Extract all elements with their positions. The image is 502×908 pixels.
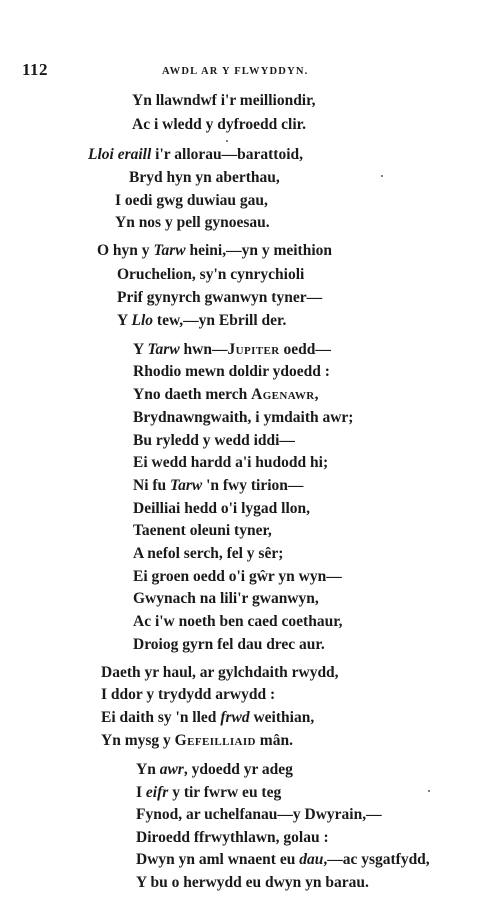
line-text: Diroedd ffrwythlawn, golau :: [136, 829, 329, 846]
line-text: Yn llawndwf i'r meilliondir,: [132, 92, 316, 109]
poem-line: [136, 806, 382, 824]
line-text: Yn mysg y: [101, 732, 175, 749]
poem-line: [133, 341, 331, 359]
line-text: Daeth yr haul, ar gylchdaith rwydd,: [101, 664, 339, 681]
line-text: Taenent oleuni tyner,: [133, 522, 272, 539]
italic-word: dau: [299, 851, 324, 868]
poem-line: [133, 636, 325, 654]
poem-line: [97, 242, 332, 260]
smallcaps-name: Jupiter: [227, 341, 280, 358]
line-text: Gwynach na lili'r gwanwyn,: [133, 590, 319, 607]
poem-line: [133, 500, 310, 518]
italic-word: Lloi eraill: [88, 146, 152, 163]
poem-line: [136, 851, 430, 869]
italic-word: awr: [159, 761, 184, 778]
line-text: Ei wedd hardd a'i hudodd hi;: [133, 454, 329, 471]
line-text: Y: [117, 312, 132, 329]
poem-line: [117, 266, 304, 284]
poem-line: [88, 146, 303, 164]
line-text: Dwyn yn aml wnaent eu: [136, 851, 300, 868]
italic-word: frwd: [220, 709, 250, 726]
poem-line: [132, 92, 315, 110]
line-text: Bryd hyn yn aberthau,: [129, 169, 280, 186]
line-text: tew,—yn Ebrill der.: [153, 312, 287, 329]
line-text: hwn—: [179, 341, 228, 358]
line-text: Deilliai hedd o'i lygad llon,: [133, 500, 310, 517]
poem-line: [115, 192, 268, 210]
poem-line: [136, 829, 329, 847]
poem-line: [133, 545, 283, 563]
smallcaps-name: Gefeilliaid: [174, 732, 256, 749]
line-text: , ydoedd yr adeg: [183, 761, 293, 778]
italic-word: Llo: [131, 312, 154, 329]
poem-line: [136, 761, 293, 779]
poem-line: [101, 709, 314, 727]
line-text: Oruchelion, sy'n cynrychioli: [117, 266, 305, 283]
poem-line: [117, 289, 322, 307]
line-text: Yn nos y pell gynoesau.: [115, 214, 270, 231]
line-text: O hyn y: [97, 242, 154, 259]
italic-word: Tarw: [147, 341, 180, 358]
poem-line: [101, 664, 339, 682]
poem-line: [133, 568, 342, 586]
line-text: I ddor y trydydd arwydd :: [101, 686, 276, 703]
line-text: Prif gynyrch gwanwyn tyner—: [117, 289, 323, 306]
line-text: ,: [314, 386, 319, 403]
poem-line: [133, 477, 303, 495]
poem-line: [133, 454, 328, 472]
line-text: Ni fu: [133, 477, 171, 494]
line-text: ,—ac ysgatfydd,: [323, 851, 430, 868]
poem-line: [133, 363, 330, 381]
poem-line: [115, 214, 270, 232]
italic-word: eifr: [145, 784, 169, 801]
line-text: I: [136, 784, 146, 801]
line-text: Droiog gyrn fel dau drec aur.: [133, 636, 325, 653]
poem-line: [133, 522, 272, 540]
poem-line: [133, 590, 319, 608]
poem-line: [129, 169, 280, 187]
line-text: Yno daeth merch: [133, 386, 252, 403]
line-text: Y: [133, 341, 148, 358]
poem-line: [132, 116, 306, 134]
line-text: Fynod, ar uchelfanau—y Dwyrain,—: [136, 806, 382, 823]
poem-line: [117, 312, 286, 330]
running-title: AWDL AR Y FLWYDDYN.: [162, 66, 309, 77]
italic-word: Tarw: [153, 242, 186, 259]
line-text: Y bu o herwydd eu dwyn yn barau.: [136, 874, 369, 891]
line-text: i'r allorau—barattoid,: [151, 146, 303, 163]
poem-line: [133, 613, 343, 631]
line-text: y tir fwrw eu teg: [168, 784, 282, 801]
print-speck: [428, 790, 430, 792]
poem-line: [136, 874, 369, 892]
poem-line: [101, 732, 293, 750]
smallcaps-name: Agenawr: [251, 386, 315, 403]
line-text: I oedi gwg duwiau gau,: [115, 192, 268, 209]
line-text: Brydnawngwaith, i ymdaith awr;: [133, 409, 354, 426]
line-text: oedd—: [279, 341, 331, 358]
line-text: A nefol serch, fel y sêr;: [133, 545, 284, 562]
italic-word: Tarw: [170, 477, 203, 494]
print-speck: [226, 140, 228, 142]
poem-line: [133, 432, 295, 450]
line-text: heini,—yn y meithion: [185, 242, 333, 259]
line-text: Yn: [136, 761, 160, 778]
poem-line: [101, 686, 275, 704]
poem-line: [133, 409, 353, 427]
print-speck: [381, 175, 383, 177]
line-text: mân.: [255, 732, 293, 749]
line-text: Rhodio mewn doldir ydoedd :: [133, 363, 330, 380]
line-text: Bu ryledd y wedd iddi—: [133, 432, 295, 449]
poem-line: [136, 784, 281, 802]
line-text: Ac i wledd y dyfroedd clir.: [132, 116, 306, 133]
line-text: 'n fwy tirion—: [202, 477, 304, 494]
line-text: weithian,: [249, 709, 315, 726]
poem-line: [133, 386, 319, 404]
line-text: Ac i'w noeth ben caed coethaur,: [133, 613, 343, 630]
line-text: Ei groen oedd o'i gŵr yn wyn—: [133, 568, 342, 585]
page-number: 112: [22, 60, 49, 79]
line-text: Ei daith sy 'n lled: [101, 709, 221, 726]
